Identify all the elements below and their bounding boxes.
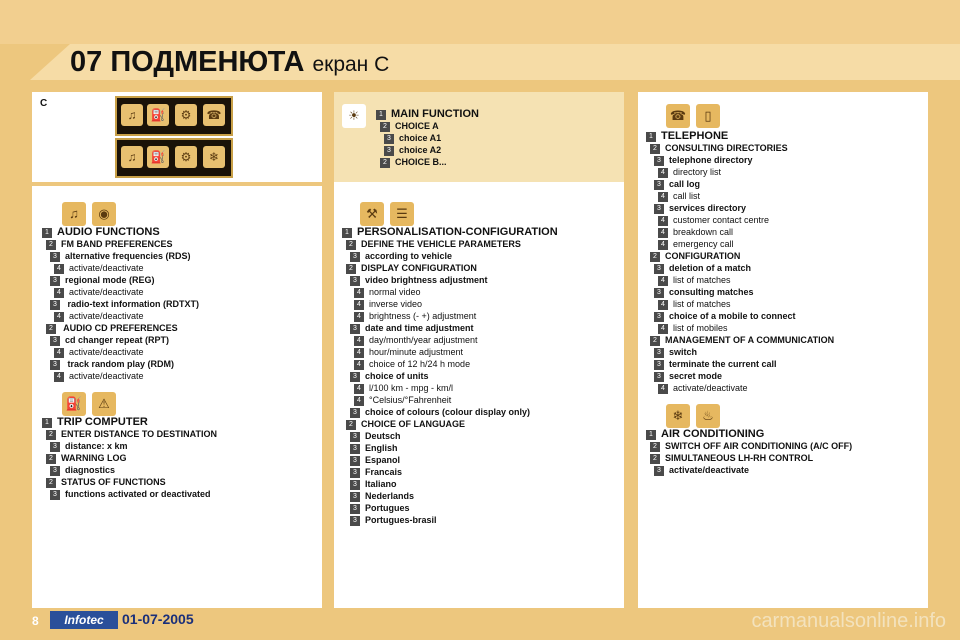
aircon-icons [666, 404, 726, 428]
menu-item-text: radio-text information (RDTXT) [65, 299, 199, 309]
level-badge: 3 [654, 156, 664, 166]
menu-item [42, 416, 148, 428]
menu-item-text: CONSULTING DIRECTORIES [665, 143, 788, 153]
menu-item [46, 428, 217, 440]
menu-item-text: brightness (- +) adjustment [369, 311, 477, 321]
menu-item [350, 250, 452, 262]
level-badge: 2 [46, 478, 56, 488]
menu-item [354, 358, 470, 370]
menu-item [658, 274, 731, 286]
level-badge: 4 [354, 348, 364, 358]
menu-item-text: Italiano [365, 479, 397, 489]
level-badge: 3 [654, 360, 664, 370]
menu-item [350, 274, 488, 286]
menu-item [354, 286, 421, 298]
level-badge: 4 [354, 300, 364, 310]
menu-item-text: functions activated or deactivated [65, 489, 211, 499]
footer-date: 01-07-2005 [122, 611, 194, 627]
fan-icon: ❄ [666, 404, 690, 428]
level-badge: 4 [54, 264, 64, 274]
menu-item-text: activate/deactivate [69, 311, 144, 321]
menu-item-text: consulting matches [669, 287, 754, 297]
level-badge: 1 [42, 418, 52, 428]
menu-item [650, 334, 834, 346]
tools-icon: ⚒ [360, 202, 384, 226]
menu-item [354, 382, 453, 394]
menu-item-text: choice A2 [399, 145, 442, 155]
level-badge: 3 [654, 204, 664, 214]
menu-item-text: activate/deactivate [69, 371, 144, 381]
phone-icon: ☎ [666, 104, 690, 128]
menu-item [658, 298, 731, 310]
sun-icon: ☀ [342, 104, 366, 128]
music-icon: ♫ [121, 146, 143, 168]
audio-icons [62, 202, 122, 226]
menu-item [354, 298, 422, 310]
level-badge: 4 [354, 288, 364, 298]
menu-item [350, 490, 414, 502]
menu-item-text: MANAGEMENT OF A COMMUNICATION [665, 335, 835, 345]
warning-icon: ⚠ [92, 392, 116, 416]
menu-item [376, 108, 479, 120]
menu-item-text: AUDIO CD PREFERENCES [61, 323, 178, 333]
level-badge: 2 [650, 336, 660, 346]
trip-icons [62, 392, 122, 416]
menu-item-text: DISPLAY CONFIGURATION [361, 263, 477, 273]
fan-icon: ❄ [203, 146, 225, 168]
menu-item-text: telephone directory [669, 155, 753, 165]
menu-item-text: WARNING LOG [61, 453, 127, 463]
watermark: carmanualsonline.info [751, 610, 946, 632]
menu-item-text: cd changer repeat (RPT) [65, 335, 170, 345]
menu-item-text: ENTER DISTANCE TO DESTINATION [61, 429, 218, 439]
menu-item-text: activate/deactivate [69, 347, 144, 357]
menu-item [350, 442, 398, 454]
level-badge: 3 [350, 468, 360, 478]
menu-item [54, 370, 144, 382]
menu-item-text: day/month/year adjustment [369, 335, 478, 345]
menu-item-text: video brightness adjustment [365, 275, 488, 285]
page-title [70, 46, 389, 79]
menu-item-text: list of matches [673, 299, 731, 309]
menu-item [658, 214, 769, 226]
level-badge: 2 [650, 252, 660, 262]
menu-item-text: TRIP COMPUTER [57, 416, 148, 428]
level-badge: 1 [376, 110, 386, 120]
menu-item [658, 238, 734, 250]
screen-label: C [40, 98, 48, 109]
menu-item [658, 190, 700, 202]
level-badge: 4 [658, 324, 668, 334]
menu-item [654, 310, 796, 322]
level-badge: 3 [50, 466, 60, 476]
menu-item-text: activate/deactivate [669, 465, 750, 475]
level-badge: 3 [384, 146, 394, 156]
menu-item [350, 478, 397, 490]
level-badge: 4 [658, 216, 668, 226]
menu-item [354, 394, 451, 406]
level-badge: 3 [654, 288, 664, 298]
level-badge: 3 [654, 264, 664, 274]
menu-item [654, 154, 753, 166]
menu-item [50, 298, 199, 310]
level-badge: 1 [646, 430, 656, 440]
level-badge: 2 [650, 454, 660, 464]
menu-item [350, 454, 400, 466]
infotec-logo: Infotec [50, 611, 118, 629]
menu-item-text: call list [673, 191, 701, 201]
menu-item-text: CHOICE A [395, 121, 439, 131]
level-badge: 2 [380, 122, 390, 132]
level-badge: 2 [380, 158, 390, 168]
menu-item [42, 226, 160, 238]
menu-item [346, 238, 521, 250]
menu-item-text: STATUS OF FUNCTIONS [61, 477, 166, 487]
menu-item [54, 310, 144, 322]
page-number: 8 [32, 614, 39, 628]
menu-item-text: inverse video [369, 299, 423, 309]
menu-item-text: Nederlands [365, 491, 415, 501]
menu-item-text: CHOICE OF LANGUAGE [361, 419, 466, 429]
menu-item-text: FM BAND PREFERENCES [61, 239, 173, 249]
menu-item [654, 464, 749, 476]
level-badge: 4 [54, 288, 64, 298]
menu-item [384, 132, 441, 144]
level-badge: 3 [350, 516, 360, 526]
menu-item-text: list of matches [673, 275, 731, 285]
menu-item [50, 464, 115, 476]
level-badge: 2 [650, 144, 660, 154]
title-sub: екран C [312, 53, 390, 76]
level-badge: 4 [658, 300, 668, 310]
menu-item-text: English [365, 443, 398, 453]
menu-item [654, 346, 697, 358]
menu-item [350, 502, 410, 514]
level-badge: 3 [50, 442, 60, 452]
menu-item-text: SWITCH OFF AIR CONDITIONING (A/C OFF) [665, 441, 853, 451]
menu-item [350, 466, 402, 478]
level-badge: 4 [658, 192, 668, 202]
menu-item-text: secret mode [669, 371, 723, 381]
level-badge: 3 [50, 360, 60, 370]
level-badge: 1 [646, 132, 656, 142]
menu-item-text: DEFINE THE VEHICLE PARAMETERS [361, 239, 521, 249]
level-badge: 3 [350, 504, 360, 514]
menu-item [350, 430, 401, 442]
menu-item-text: alternative frequencies (RDS) [65, 251, 191, 261]
menu-item-text: l/100 km - mpg - km/l [369, 383, 454, 393]
menu-item-text: distance: x km [65, 441, 128, 451]
main-function-icon [342, 104, 372, 128]
screen-image-1 [115, 96, 233, 136]
cd-icon: ◉ [92, 202, 116, 226]
personalisation-icons [360, 202, 420, 226]
menu-item-text: Deutsch [365, 431, 401, 441]
menu-item-text: choice of 12 h/24 h mode [369, 359, 471, 369]
menu-item-text: hour/minute adjustment [369, 347, 464, 357]
level-badge: 4 [658, 228, 668, 238]
screen-image-2 [115, 138, 233, 178]
menu-item-text: AUDIO FUNCTIONS [57, 226, 160, 238]
menu-item [658, 382, 748, 394]
menu-item-text: TELEPHONE [661, 130, 729, 142]
menu-item-text: choice of units [365, 371, 429, 381]
menu-item [54, 286, 144, 298]
menu-item [380, 120, 439, 132]
level-badge: 1 [42, 228, 52, 238]
telephone-icons [666, 104, 726, 128]
level-badge: 3 [350, 432, 360, 442]
menu-item-text: customer contact centre [673, 215, 770, 225]
menu-item [650, 452, 813, 464]
menu-item-text: SIMULTANEOUS LH-RH CONTROL [665, 453, 814, 463]
menu-item [350, 370, 429, 382]
menu-item-text: choice A1 [399, 133, 442, 143]
level-badge: 3 [350, 408, 360, 418]
level-badge: 4 [54, 348, 64, 358]
level-badge: 4 [658, 276, 668, 286]
menu-item-text: PERSONALISATION-CONFIGURATION [357, 226, 558, 238]
level-badge: 2 [650, 442, 660, 452]
level-badge: 3 [654, 312, 664, 322]
menu-item-text: activate/deactivate [69, 287, 144, 297]
music-icon: ♫ [121, 104, 143, 126]
level-badge: 3 [350, 456, 360, 466]
phone-icon: ☎ [203, 104, 225, 126]
menu-item [50, 334, 169, 346]
menu-item [380, 156, 447, 168]
menu-item-text: Francais [365, 467, 403, 477]
menu-item [346, 418, 465, 430]
menu-item-text: activate/deactivate [673, 383, 748, 393]
level-badge: 3 [350, 324, 360, 334]
menu-item [54, 346, 144, 358]
level-badge: 3 [654, 466, 664, 476]
menu-item-text: emergency call [673, 239, 734, 249]
menu-item [342, 226, 558, 238]
menu-item-text: breakdown call [673, 227, 734, 237]
menu-item [50, 250, 191, 262]
level-badge: 4 [658, 384, 668, 394]
menu-item-text: services directory [669, 203, 747, 213]
menu-item [354, 310, 476, 322]
fuel-icon: ⛽ [147, 104, 169, 126]
level-badge: 3 [50, 490, 60, 500]
music-icon: ♫ [62, 202, 86, 226]
menu-item-text: terminate the current call [669, 359, 777, 369]
level-badge: 4 [658, 168, 668, 178]
level-badge: 3 [350, 480, 360, 490]
menu-item [350, 514, 437, 526]
menu-item [654, 358, 777, 370]
level-badge: 3 [50, 336, 60, 346]
level-badge: 3 [350, 252, 360, 262]
level-badge: 3 [350, 444, 360, 454]
menu-item-text: diagnostics [65, 465, 116, 475]
main-function-legend [334, 92, 624, 182]
level-badge: 4 [54, 312, 64, 322]
level-badge: 4 [354, 360, 364, 370]
level-badge: 4 [354, 396, 364, 406]
mobile-icon: ▯ [696, 104, 720, 128]
menu-item-text: CONFIGURATION [665, 251, 741, 261]
menu-item-text: Espanol [365, 455, 401, 465]
level-badge: 2 [346, 420, 356, 430]
top-bar [0, 0, 960, 44]
menu-item [384, 144, 441, 156]
menu-item-text: normal video [369, 287, 421, 297]
menu-item [350, 406, 530, 418]
menu-item-text: according to vehicle [365, 251, 453, 261]
menu-item-text: directory list [673, 167, 722, 177]
menu-item-text: date and time adjustment [365, 323, 474, 333]
title-main: 07 ПОДМЕНЮТА [70, 46, 305, 78]
level-badge: 2 [46, 240, 56, 250]
menu-item [354, 346, 463, 358]
level-badge: 2 [346, 264, 356, 274]
menu-item-text: Portugues [365, 503, 410, 513]
menu-item [50, 358, 174, 370]
menu-item [650, 142, 788, 154]
settings-icon: ⚙ [175, 104, 197, 126]
menu-item [46, 452, 127, 464]
level-badge: 3 [350, 372, 360, 382]
menu-item [654, 262, 751, 274]
menu-item-text: deletion of a match [669, 263, 752, 273]
fuel-icon: ⛽ [62, 392, 86, 416]
menu-item [346, 262, 477, 274]
level-badge: 3 [50, 300, 60, 310]
level-badge: 3 [50, 276, 60, 286]
level-badge: 3 [50, 252, 60, 262]
menu-item [646, 428, 764, 440]
menu-item [50, 274, 155, 286]
menu-item-text: call log [669, 179, 701, 189]
menu-item [50, 488, 211, 500]
menu-item [350, 322, 474, 334]
menu-item [46, 238, 173, 250]
menu-item [654, 202, 746, 214]
level-badge: 2 [346, 240, 356, 250]
level-badge: 4 [354, 312, 364, 322]
menu-item-text: choice of a mobile to connect [669, 311, 796, 321]
level-badge: 3 [654, 180, 664, 190]
menu-item [46, 322, 178, 334]
fuel-icon: ⛽ [147, 146, 169, 168]
menu-item [46, 476, 166, 488]
menu-item [654, 178, 700, 190]
level-badge: 2 [46, 324, 56, 334]
level-badge: 3 [654, 372, 664, 382]
menu-item-text: °Celsius/°Fahrenheit [369, 395, 452, 405]
level-badge: 3 [350, 492, 360, 502]
menu-item [650, 250, 740, 262]
menu-item-text: regional mode (REG) [65, 275, 155, 285]
level-badge: 4 [354, 384, 364, 394]
menu-item [658, 166, 721, 178]
menu-item [50, 440, 128, 452]
settings-icon: ⚙ [175, 146, 197, 168]
level-badge: 4 [354, 336, 364, 346]
menu-item-text: activate/deactivate [69, 263, 144, 273]
climate-icon: ♨ [696, 404, 720, 428]
menu-item-text: AIR CONDITIONING [661, 428, 765, 440]
level-badge: 3 [384, 134, 394, 144]
menu-item-text: CHOICE B... [395, 157, 447, 167]
level-badge: 2 [46, 454, 56, 464]
menu-item [658, 322, 728, 334]
level-badge: 2 [46, 430, 56, 440]
menu-item [646, 130, 728, 142]
sliders-icon: ☰ [390, 202, 414, 226]
menu-item-text: choice of colours (colour display only) [365, 407, 531, 417]
menu-item-text: switch [669, 347, 698, 357]
level-badge: 3 [350, 276, 360, 286]
menu-item [654, 286, 754, 298]
menu-item [650, 440, 852, 452]
menu-item-text: MAIN FUNCTION [391, 108, 479, 120]
menu-item-text: list of mobiles [673, 323, 728, 333]
level-badge: 3 [654, 348, 664, 358]
level-badge: 1 [342, 228, 352, 238]
menu-item-text: Portugues-brasil [365, 515, 437, 525]
menu-item [658, 226, 733, 238]
level-badge: 4 [54, 372, 64, 382]
menu-item [354, 334, 478, 346]
menu-item [654, 370, 722, 382]
menu-item [54, 262, 144, 274]
menu-item-text: track random play (RDM) [65, 359, 175, 369]
level-badge: 4 [658, 240, 668, 250]
